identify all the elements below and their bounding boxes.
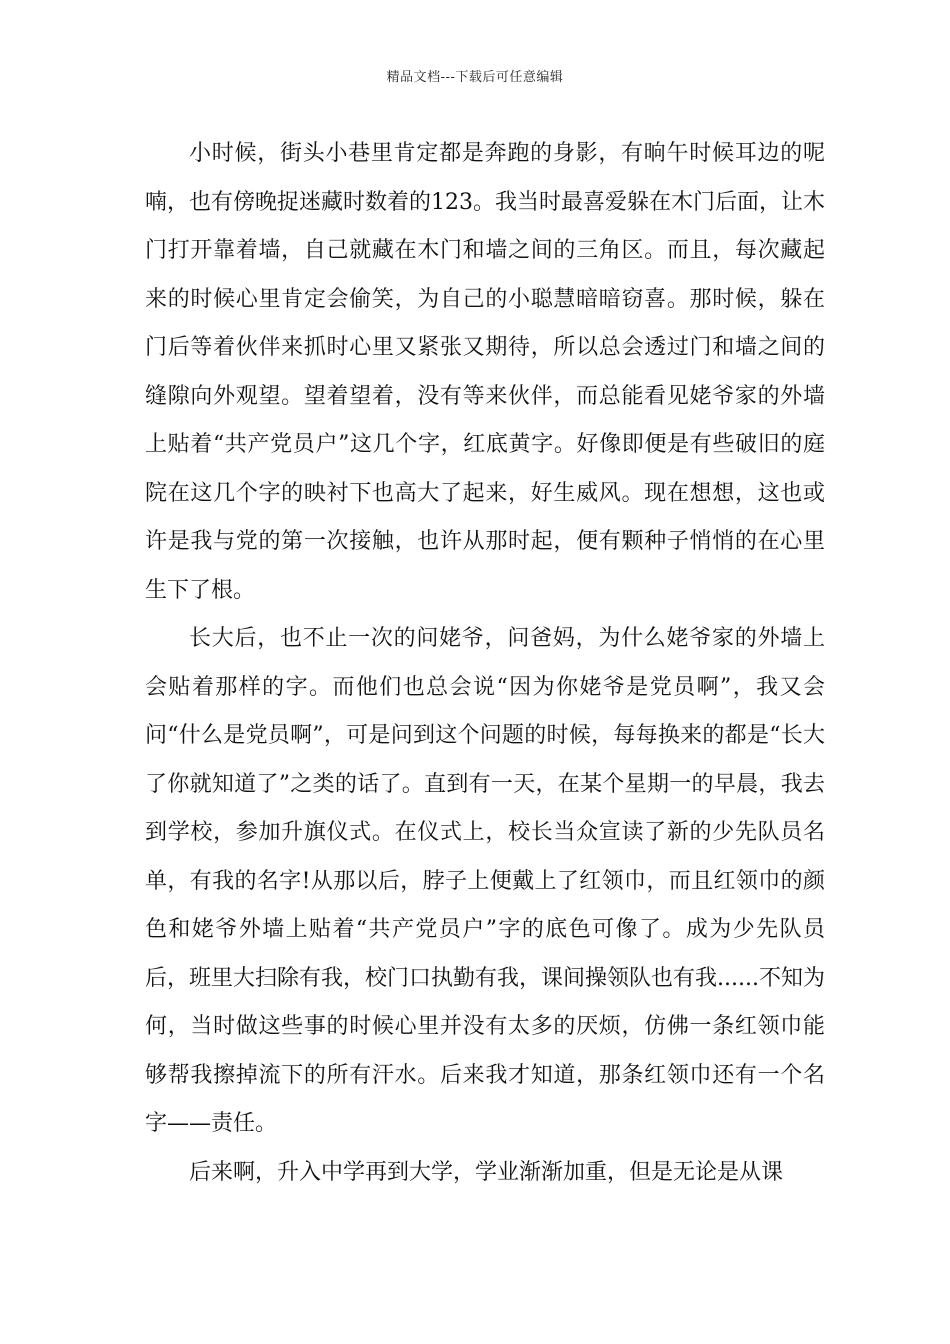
document-body — [145, 130, 825, 1197]
page-header: 精品文档---下载后可任意编辑 — [386, 70, 564, 85]
paragraph-later: 后来啊，升入中学再到大学，学业渐渐加重，但是无论是从课 — [189, 1159, 784, 1185]
paragraph-childhood: 小时候，街头小巷里肯定都是奔跑的身影，有晌午时候耳边的呢喃，也有傍晚捉迷藏时数着的123。我当时最喜爱躲在木门后面，让木门打开靠着墙，自己就藏在木门和墙之间的三角区。而且，每次藏起来的时候心里肯定会偷笑，为自己的小聪慧暗暗窃喜。那时候，躲在门后等着伙伴来抓时心里又紧张又期待，所以总会透过门和墙之间的缝隙向外观望。望着望着，没有等来伙伴，而总能看见姥爷家的外墙上贴着“共产党员户”这几个字，红底黄字。好像即便是有些破旧的庭院在这几个字的映衬下也高大了起来，好生威风。现在想想，这也或许是我与党的第一次接触，也许从那时起，便有颗种子悄悄的在心里生下了根。 — [145, 141, 825, 603]
paragraph-growing-up: 长大后，也不止一次的问姥爷，问爸妈，为什么姥爷家的外墙上会贴着那样的字。而他们也总会说“因为你姥爷是党员啊”，我又会问“什么是党员啊”，可是问到这个问题的时候，每每换来的都是“长大了你就知道了”之类的话了。直到有一天，在某个星期一的早晨，我去到学校，参加升旗仪式。在仪式上，校长当众宣读了新的少先队员名单，有我的名字!从那以后，脖子上便戴上了红领巾，而且红领巾的颜色和姥爷外墙上贴着“共产党员户”字的底色可像了。成为少先队员后，班里大扫除有我，校门口执勤有我，课间操领队也有我......不知为何，当时做这些事的时候心里并没有太多的厌烦，仿佛一条红领巾能够帮我擦掉流下的所有汗水。后来我才知道，那条红领巾还有一个名字——责任。 — [145, 626, 825, 1136]
